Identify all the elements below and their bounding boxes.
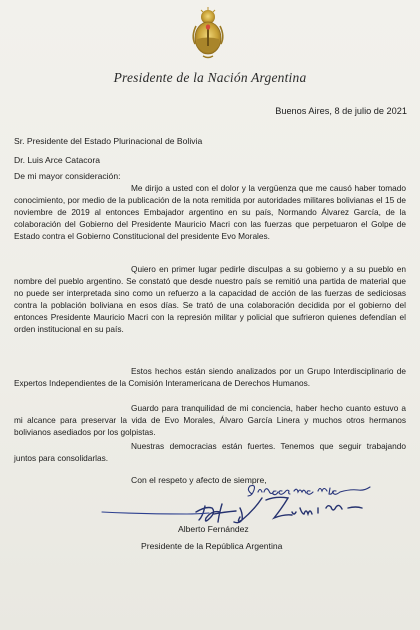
paragraph-1: Me dirijo a usted con el dolor y la vergüenza que me causó haber tomado conocimiento, por medio de la publicación de la nota remitida por autoridades militares bolivianas el 15 de noviembre de 2019 al entonces Embajador argentino en su país, Normando Álvarez García, de la colaboración del Gobierno del Presidente Mauricio Macri con las fuerzas que perpetuaron el Golpe de Estado contra el Gobierno Constitucional del presidente Evo Morales. [14, 183, 406, 241]
signatory-title: Presidente de la República Argentina [141, 541, 283, 551]
paragraph-3: Estos hechos están siendo analizados por un Grupo Interdisciplinario de Expertos Independientes de la Comisión Interamericana de Derechos Humanos. [14, 366, 406, 388]
letter-date: Buenos Aires, 8 de julio de 2021 [275, 106, 407, 116]
letterhead-title: Presidente de la Nación Argentina [113, 70, 307, 85]
closing: Con el respeto y afecto de siempre, [131, 475, 267, 485]
paragraph-4: Guardo para tranquilidad de mi conciencia, haber hecho cuanto estuvo a mi alcance para preservar la vida de Evo Morales, Álvaro García Linera y muchos otros hermanos bolivianos asediados por los golpistas. [14, 403, 406, 437]
paragraph-5: Nuestras democracias están fuertes. Tenemos que seguir trabajando juntos para consolidarlas. [14, 441, 406, 463]
recipient-name: Dr. Luis Arce Catacora [14, 155, 100, 165]
recipient-title: Sr. Presidente del Estado Plurinacional de Bolivia [14, 136, 203, 146]
signatory-name: Alberto Fernández [178, 524, 249, 534]
paragraph-2: Quiero en primer lugar pedirle disculpas a su gobierno y a su pueblo en nombre del pueblo argentino. Se constató que desde nuestro país se remitió una partida de material que no puede ser interpretada sino como un refuerzo a la capacidad de acción de las fuerzas de sediciosas contra la población boliviana en esos días. Se trató de una colaboración decidida por el gobierno del entonces Presidente Mauricio Macri con la represión militar y policial que sufrieron quienes defendían el orden institucional en su país. [14, 264, 406, 334]
salutation: De mi mayor consideración: [14, 171, 121, 181]
coat-of-arms-icon [189, 6, 227, 60]
